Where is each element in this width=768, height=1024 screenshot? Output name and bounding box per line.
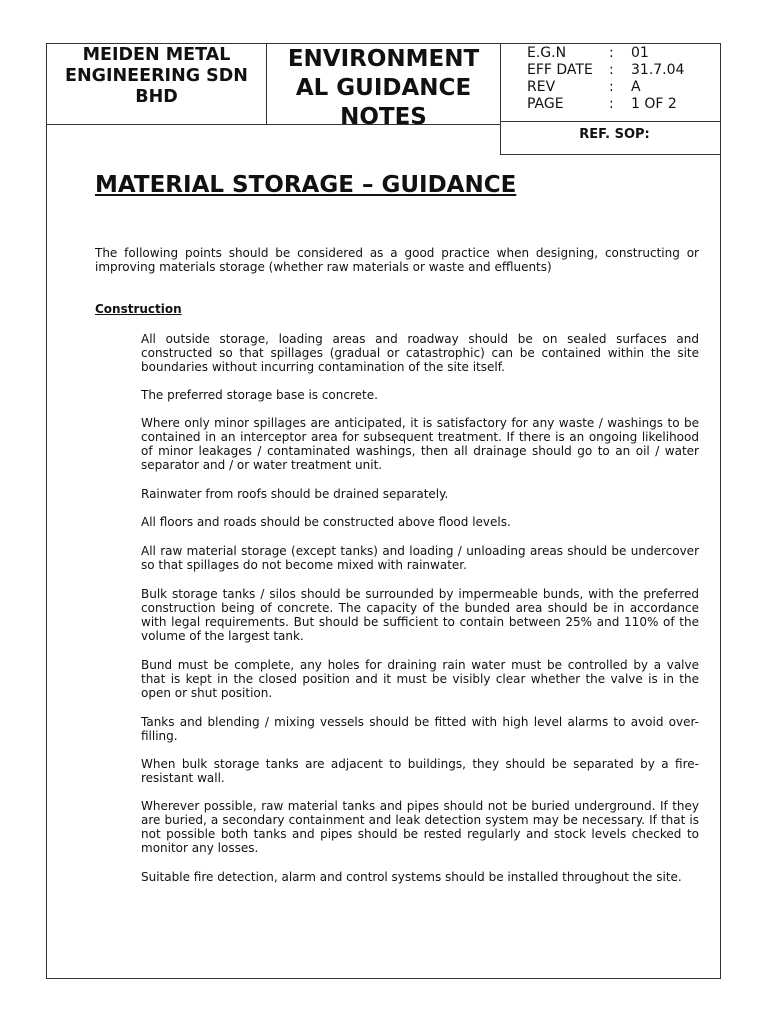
- intro-paragraph: The following points should be considered as a good practice when designing, constructing or improving materials storage (whether raw materials or waste and effluents): [95, 246, 699, 274]
- company-name: [46, 43, 267, 125]
- meta-colon: :: [609, 45, 614, 61]
- meta-value: 01: [631, 45, 649, 61]
- document-type: [266, 43, 501, 130]
- meta-colon: :: [609, 96, 614, 112]
- document-meta: [500, 43, 721, 122]
- body-paragraph: Bund must be complete, any holes for draining rain water must be controlled by a valve that is kept in the closed position and it must be visibly clear whether the valve is in the open or shut position.: [141, 658, 699, 700]
- page-title: MATERIAL STORAGE – GUIDANCE: [95, 172, 517, 198]
- body-paragraph: The preferred storage base is concrete.: [141, 388, 378, 402]
- body-paragraph: Tanks and blending / mixing vessels should be fitted with high level alarms to avoid over-filling.: [141, 715, 699, 743]
- meta-row-page: [527, 96, 720, 113]
- document-type-line: ENVIRONMENT: [287, 46, 480, 72]
- ref-sop: REF. SOP:: [500, 121, 721, 155]
- body-paragraph: Wherever possible, raw material tanks and pipes should not be buried underground. If they are buried, a secondary containment and leak detection system may be necessary. If that is not possible both tanks and pipes should be rested regularly and stock levels checked to monitor any losses.: [141, 799, 699, 855]
- body-paragraph: Suitable fire detection, alarm and control systems should be installed throughout the site.: [141, 870, 682, 884]
- body-paragraph: When bulk storage tanks are adjacent to buildings, they should be separated by a fire-resistant wall.: [141, 757, 699, 785]
- document-type-line: NOTES: [340, 104, 427, 130]
- company-name-line: ENGINEERING SDN: [65, 66, 248, 86]
- meta-key: REV: [527, 79, 556, 95]
- body-paragraph: Bulk storage tanks / silos should be surrounded by impermeable bunds, with the preferred construction being of concrete. The capacity of the bunded area should be in accordance with legal requirements. But should be sufficient to contain between 25% and 110% of the volume of the largest tank.: [141, 587, 699, 643]
- meta-row-rev: [527, 79, 720, 96]
- meta-colon: :: [609, 79, 614, 95]
- company-name-line: BHD: [135, 87, 178, 107]
- meta-key: E.G.N: [527, 45, 567, 61]
- meta-key: PAGE: [527, 96, 564, 112]
- document-type-line: AL GUIDANCE: [295, 75, 472, 101]
- meta-row-egn: [527, 45, 720, 62]
- body-paragraph: All raw material storage (except tanks) and loading / unloading areas should be undercover so that spillages do not become mixed with rainwater.: [141, 544, 699, 572]
- meta-row-eff-date: [527, 62, 720, 79]
- body-paragraph: All outside storage, loading areas and roadway should be on sealed surfaces and constructed so that spillages (gradual or catastrophic) can be contained within the site boundaries without incurring contamination of the site itself.: [141, 332, 699, 374]
- meta-value: A: [631, 79, 641, 95]
- meta-value: 31.7.04: [631, 62, 685, 78]
- body-paragraph: Rainwater from roofs should be drained separately.: [141, 487, 449, 501]
- company-name-line: MEIDEN METAL: [82, 45, 231, 65]
- section-heading-construction: Construction: [95, 302, 182, 316]
- meta-colon: :: [609, 62, 614, 78]
- meta-key: EFF DATE: [527, 62, 593, 78]
- meta-value: 1 OF 2: [631, 96, 677, 112]
- body-paragraph: Where only minor spillages are anticipated, it is satisfactory for any waste / washings to be contained in an interceptor area for subsequent treatment. If there is an ongoing likelihood of minor leakages / contaminated washings, then all drainage should go to an oil / water separator and / or water treatment unit.: [141, 416, 699, 472]
- body-paragraph: All floors and roads should be constructed above flood levels.: [141, 515, 511, 529]
